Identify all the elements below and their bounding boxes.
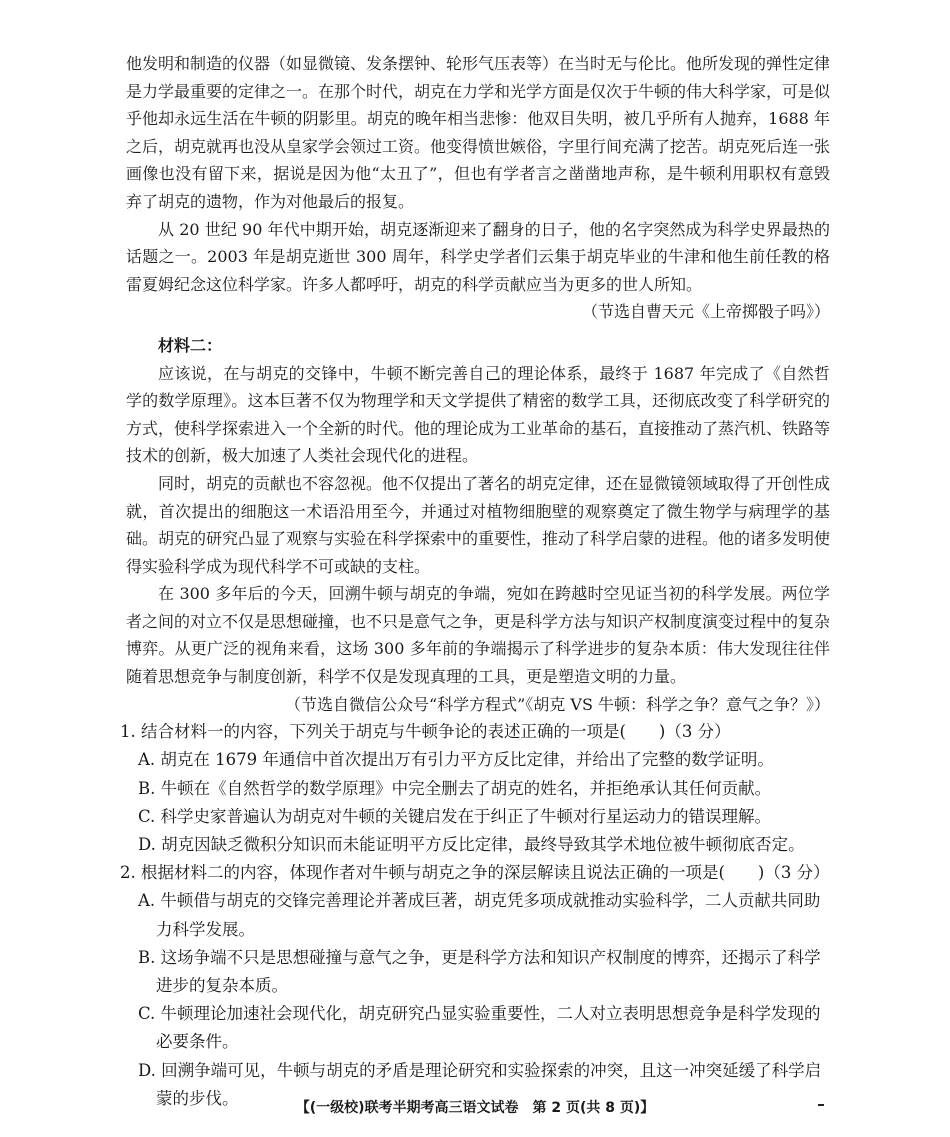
material2-paragraph-2: 同时，胡克的贡献也不容忽视。他不仅提出了著名的胡克定律，还在显微镜领域取得了开创性成就，首次提出的细胞这一术语沿用至今，并通过对植物细胞壁的观察奠定了微生物学与病理学的基础。胡克的研究凸显了观察与实验在科学探索中的重要性，推动了科学启蒙的进程。他的诸多发明使得实验科学成为现代科学不可或缺的支柱。 (126, 473, 831, 576)
question-1-stem: 1. 结合材料一的内容，下列关于胡克与牛顿争论的表述正确的一项是( )（3 分） (120, 722, 731, 742)
material2-source: （节选自微信公众号“科学方程式”《胡克 VS 牛顿：科学之争？意气之争？》） (284, 694, 830, 714)
material2-paragraph-3: 在 300 多年后的今天，回溯牛顿与胡克的争端，宛如在跨越时空见证当初的科学发展。两位学者之间的对立不仅是思想碰撞，也不只是意气之争，更是科学方法与知识产权制度演变过程中的复杂博弈。从更广泛的视角来看，这场 300 多年前的争端揭示了科学进步的复杂本质：伟大发现往往伴随着思想竞争与制度创新，科学不仅是发现真理的工具，更是塑造文明的力量。 (126, 584, 831, 687)
question-2-option-a: A. 牛顿借与胡克的交锋完善理论并著成巨著，胡克凭多项成就推动实验科学，二人贡献共同助力科学发展。 (138, 891, 821, 939)
material1-source: （节选自曹天元《上帝掷骰子吗》） (581, 302, 830, 322)
question-1-option-c: C. 科学史家普遍认为胡克对牛顿的关键启发在于纠正了牛顿对行星运动力的错误理解。 (138, 806, 772, 826)
material1-paragraph-1: 他发明和制造的仪器（如显微镜、发条摆钟、轮形气压表等）在当时无与伦比。他所发现的弹性定律是力学最重要的定律之一。在那个时代，胡克在力学和光学方面是仅次于牛顿的伟大科学家，可是似乎他却永远生活在牛顿的阴影里。胡克的晚年相当悲惨：他双目失明，被几乎所有人抛弃，1688 年之后，胡克就再也没从皇家学会领过工资。他变得愤世嫉俗，字里行间充满了挖苦。胡克死后连一张画像也没有留下来，据说是因为他“太丑了”，但也有学者言之凿凿地声称，是牛顿利用职权有意毁弃了胡克的遗物，作为对他最后的报复。 (126, 54, 831, 211)
question-1-option-d: D. 胡克因缺乏微积分知识而未能证明平方反比定律，最终导致其学术地位被牛顿彻底否定。 (138, 835, 805, 855)
question-2-option-b: B. 这场争端不只是思想碰撞与意气之争，更是科学方法和知识产权制度的博弈，还揭示了科学进步的复杂本质。 (138, 947, 821, 996)
question-2-stem: 2. 根据材料二的内容，体现作者对牛顿与胡克之争的深层解读且说法正确的一项是( )（3 分） (120, 863, 830, 883)
question-1-option-b: B. 牛顿在《自然哲学的数学原理》中完全删去了胡克的姓名，并拒绝承认其任何贡献。 (138, 778, 772, 798)
question-2-option-d: D. 回溯争端可见，牛顿与胡克的矛盾是理论研究和实验探索的冲突，且这一冲突延缓了科学启蒙的步伐。 (138, 1060, 822, 1108)
material1-paragraph-2: 从 20 世纪 90 年代中期开始，胡克逐渐迎来了翻身的日子，他的名字突然成为科学史界最热的话题之一。2003 年是胡克逝世 300 周年，科学史学者们云集于胡克毕业的牛津和他生前任教的格雷夏姆纪念这位科学家。许多人都呼吁，胡克的科学贡献应当为更多的世人所知。 (126, 219, 830, 294)
question-1-option-a: A. 胡克在 1679 年通信中首次提出万有引力平方反比定律，并给出了完整的数学证明。 (138, 750, 774, 770)
material2-paragraph-1: 应该说，在与胡克的交锋中，牛顿不断完善自己的理论体系，最终于 1687 年完成了《自然哲学的数学原理》。这本巨著不仅为物理学和天文学提供了精密的数学工具，还彻底改变了科学研究的方式，使科学探索进入一个全新的时代。他的理论成为工业革命的基石，直接推动了蒸汽机、铁路等技术的创新，极大加速了人类社会现代化的进程。 (126, 363, 831, 466)
footer-dash-mark (818, 1104, 824, 1106)
question-2-option-c: C. 牛顿理论加速社会现代化，胡克研究凸显实验重要性，二人对立表明思想竞争是科学发现的必要条件。 (138, 1004, 821, 1052)
page-footer: 【(一级校)联考半期考高三语文试卷 第 2 页(共 8 页)】 (295, 1100, 655, 1116)
material2-heading: 材料二： (158, 335, 223, 355)
